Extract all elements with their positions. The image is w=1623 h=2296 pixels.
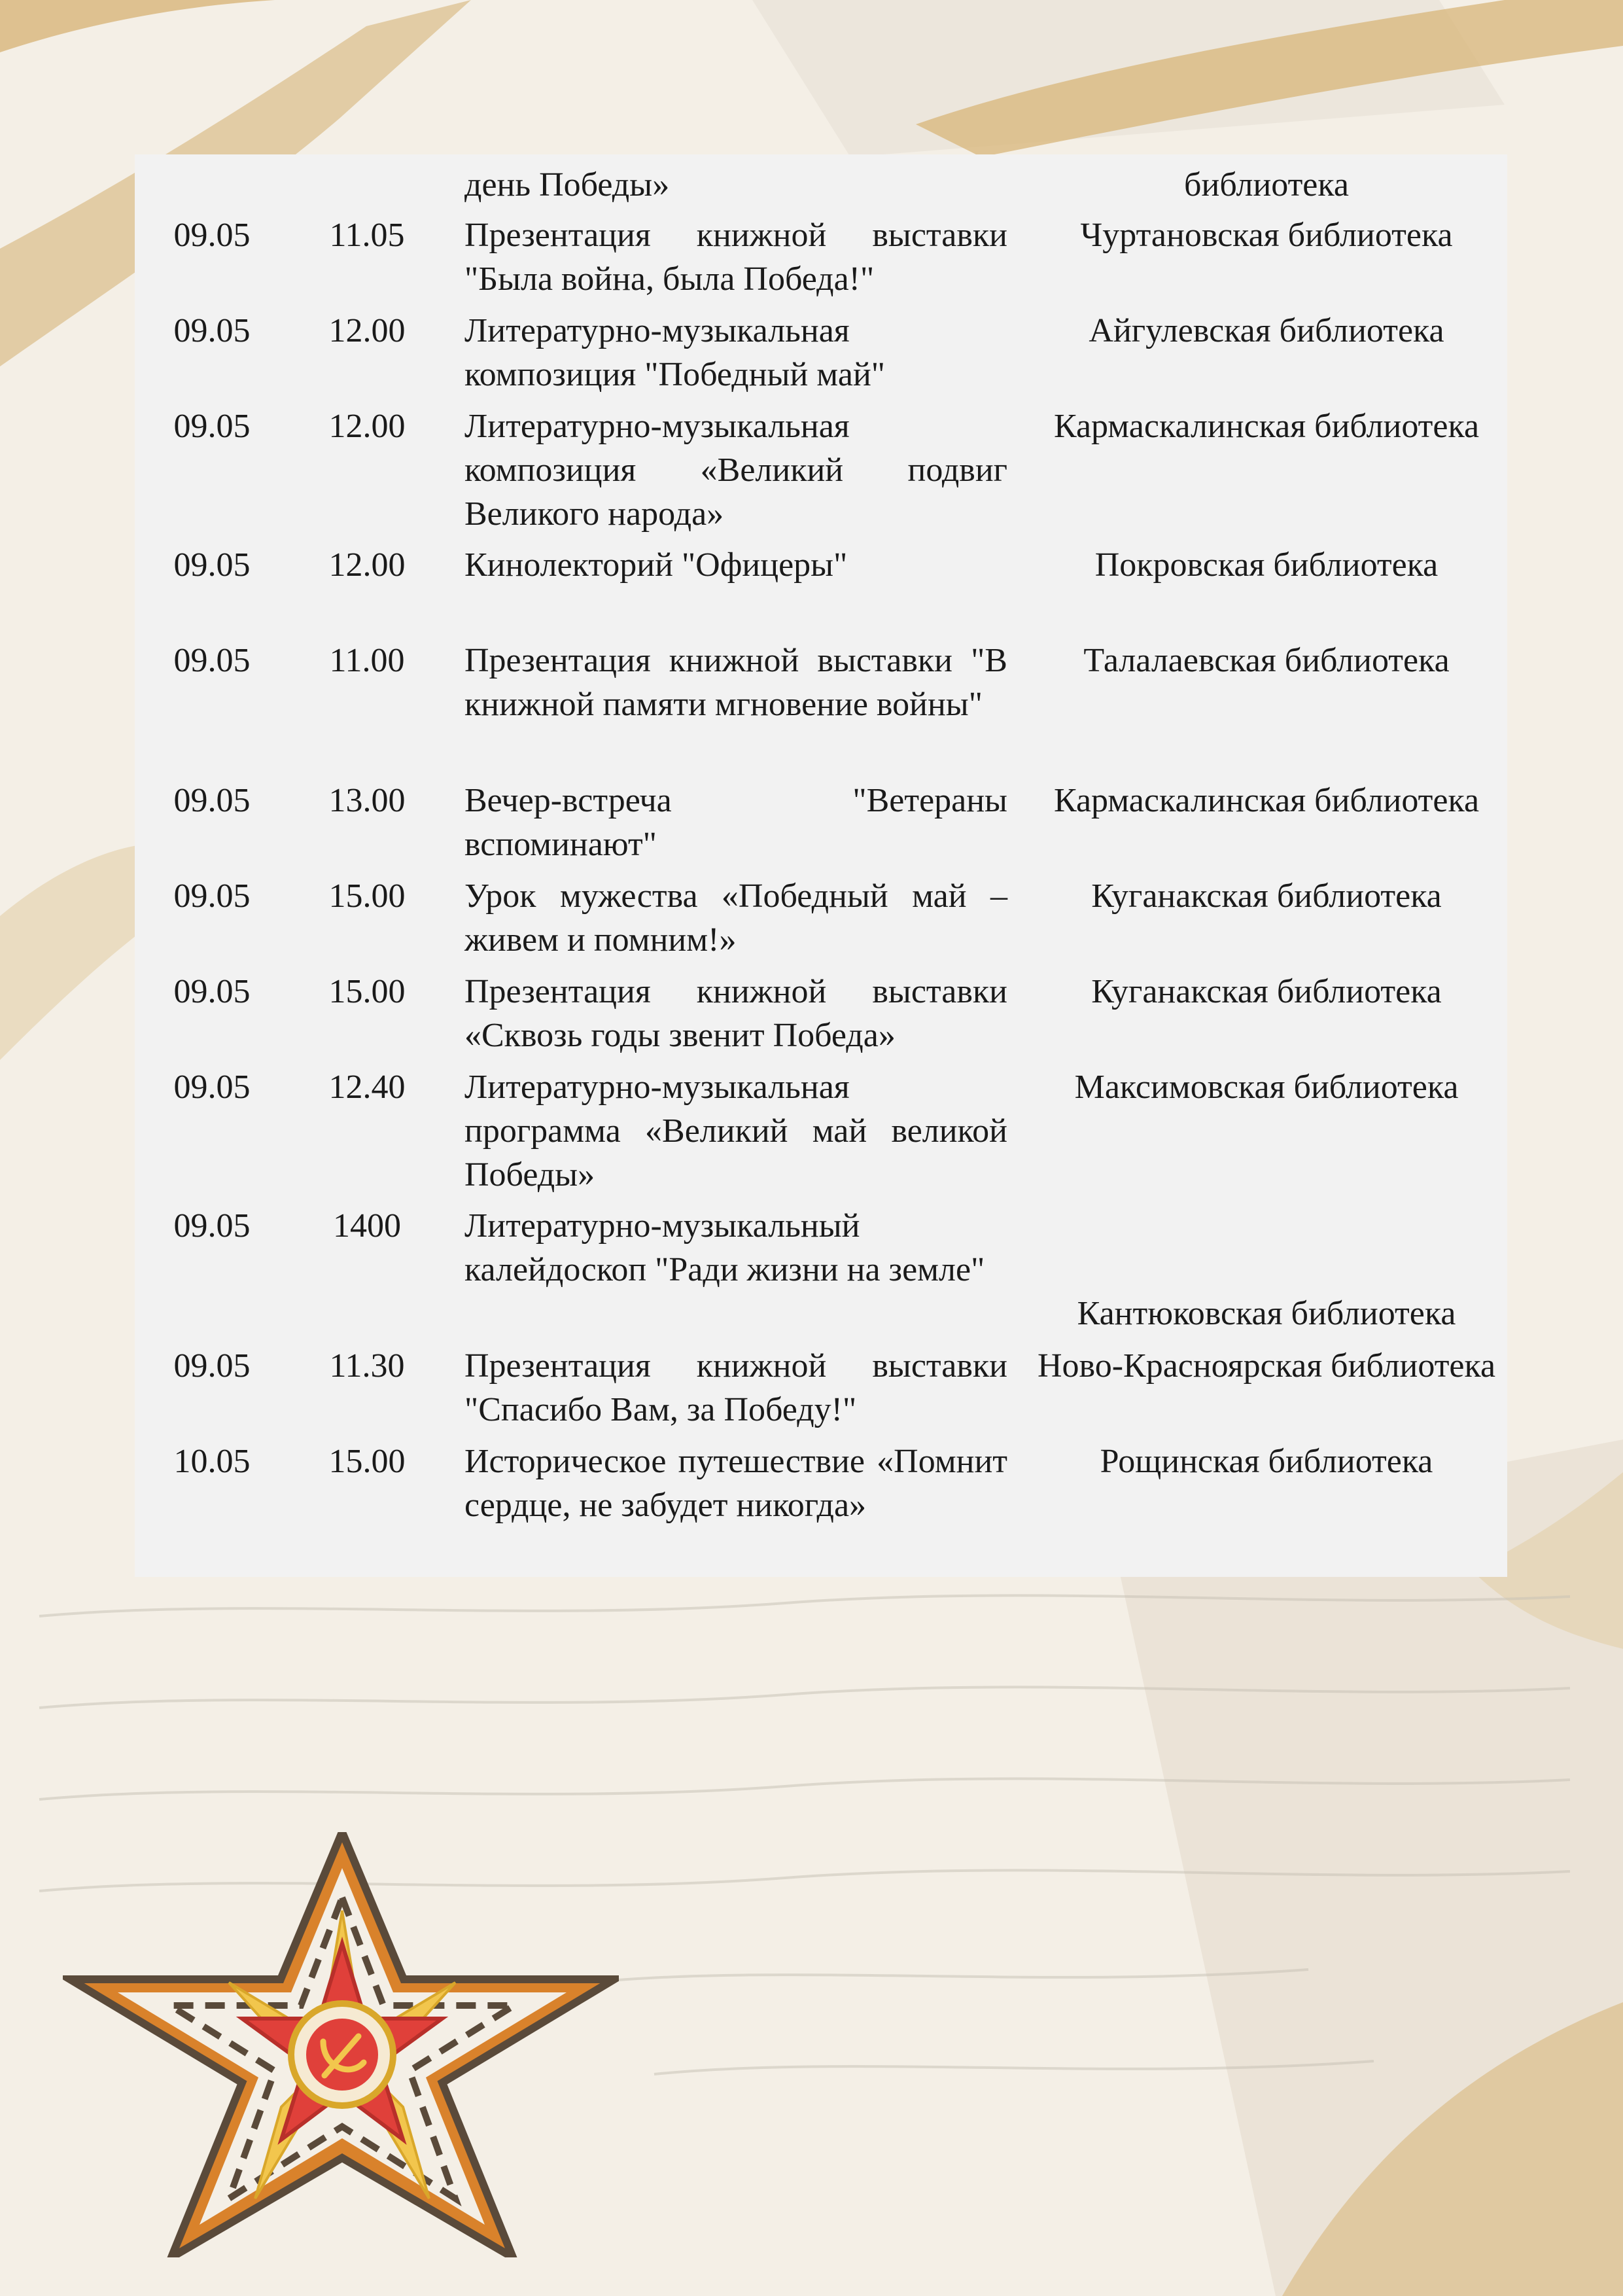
event-title: Презентация книжной выставки "Была война, была Победа!" <box>464 217 1007 298</box>
event-library: Чуртановская библиотека <box>1080 217 1453 254</box>
event-time: 12.00 <box>328 312 406 349</box>
event-library: Кармаскалинская библиотека <box>1053 408 1480 445</box>
event-title: Урок мужества «Победный май – живем и помним!» <box>464 877 1007 959</box>
event-title: Кинолекторий "Офицеры" <box>464 546 848 584</box>
event-time: 15.00 <box>328 877 406 915</box>
event-library: Куганакская библиотека <box>1091 973 1442 1010</box>
event-library: Покровская библиотека <box>1094 546 1439 584</box>
event-title: Историческое путешествие «Помнит сердце, не забудет никогда» <box>464 1443 1007 1524</box>
event-library: Ново-Красноярская библиотека <box>1037 1347 1496 1385</box>
event-time: 13.00 <box>328 782 406 819</box>
event-title: Презентация книжной выставки "В книжной памяти мгновение войны" <box>464 642 1007 723</box>
event-date: 09.05 <box>173 546 251 584</box>
event-date: 10.05 <box>173 1443 251 1480</box>
event-time: 1400 <box>333 1207 401 1245</box>
events-schedule-table <box>135 154 1507 1577</box>
event-time: 12.00 <box>328 408 406 445</box>
event-library: Айгулевская библиотека <box>1089 312 1444 349</box>
event-title: Презентация книжной выставки «Сквозь годы звенит Победа» <box>464 973 1007 1054</box>
event-date: 09.05 <box>173 1347 251 1385</box>
event-time: 11.00 <box>329 642 405 679</box>
event-date: 09.05 <box>173 877 251 915</box>
event-title: Презентация книжной выставки "Спасибо Вам, за Победу!" <box>464 1347 1007 1428</box>
event-date: 09.05 <box>173 312 251 349</box>
event-title: Вечер-встреча "Ветераны вспоминают" <box>464 782 1007 863</box>
event-library: Кантюковская библиотека <box>1077 1295 1456 1332</box>
event-library: Талалаевская библиотека <box>1083 642 1450 679</box>
event-title: Литературно-музыкальная композиция "Победный май" <box>464 312 885 393</box>
event-time: 15.00 <box>328 973 406 1010</box>
event-title: день Победы» <box>464 166 670 203</box>
event-library: Кармаскалинская библиотека <box>1053 782 1480 819</box>
event-date: 09.05 <box>173 1207 251 1245</box>
event-date: 09.05 <box>173 782 251 819</box>
event-date: 09.05 <box>173 1069 251 1106</box>
event-date: 09.05 <box>173 217 251 254</box>
event-date: 09.05 <box>173 973 251 1010</box>
event-library: Максимовская библиотека <box>1074 1069 1459 1106</box>
event-time: 12.40 <box>328 1069 406 1106</box>
event-title: Литературно-музыкальная композиция «Великий подвиг Великого народа» <box>464 408 1007 533</box>
event-date: 09.05 <box>173 408 251 445</box>
event-time: 12.00 <box>328 546 406 584</box>
event-title: Литературно-музыкальная программа «Великий май великой Победы» <box>464 1069 1007 1193</box>
event-library: библиотека <box>1184 166 1349 203</box>
event-date: 09.05 <box>173 642 251 679</box>
event-time: 11.30 <box>329 1347 405 1385</box>
event-title: Литературно-музыкальный калейдоскоп "Ради жизни на земле" <box>464 1207 985 1288</box>
order-of-patriotic-war-star-icon <box>63 1832 619 2257</box>
event-library: Куганакская библиотека <box>1091 877 1442 915</box>
event-time: 15.00 <box>328 1443 406 1480</box>
event-library: Рощинская библиотека <box>1100 1443 1433 1480</box>
event-time: 11.05 <box>329 217 405 254</box>
